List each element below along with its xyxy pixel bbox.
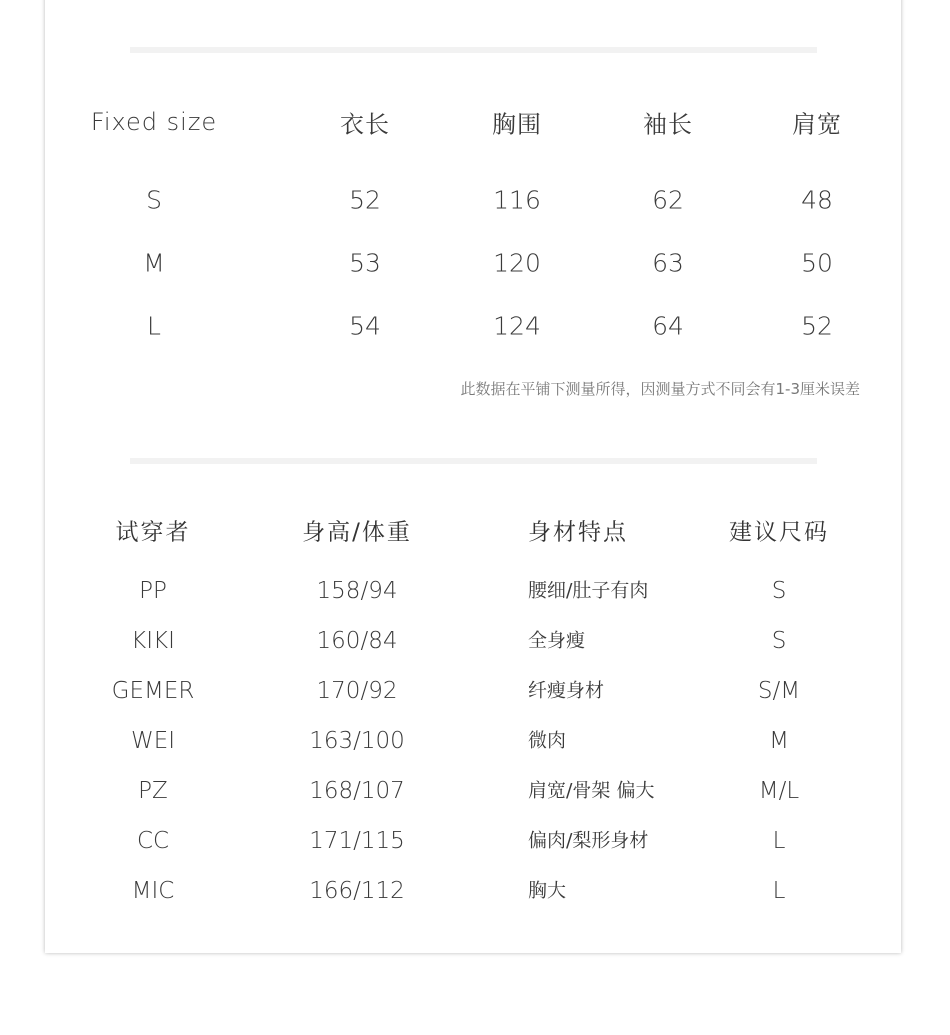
size-cell: 63 <box>652 248 684 278</box>
fit-height-weight: 163/100 <box>309 728 405 754</box>
size-cell: 120 <box>493 248 541 278</box>
fit-height-weight: 168/107 <box>309 778 405 804</box>
fit-tester: PZ <box>138 778 168 804</box>
fit-height-weight: 160/84 <box>316 628 398 654</box>
fit-size: S <box>771 628 787 654</box>
size-cell: 52 <box>349 185 381 215</box>
header-shoulder: 肩宽 <box>792 110 842 139</box>
header-body-type: 身材特点 <box>528 519 628 546</box>
fit-body-type: 腰细/肚子有肉 <box>528 579 649 602</box>
fit-tester: GEMER <box>111 678 195 704</box>
size-cell: 52 <box>801 311 833 341</box>
fit-size: M <box>769 728 789 754</box>
header-recommended-size: 建议尺码 <box>729 519 829 546</box>
size-cell: 116 <box>493 185 541 215</box>
header-chest: 胸围 <box>492 110 542 139</box>
fit-body-type: 全身瘦 <box>528 629 586 652</box>
header-height-weight: 身高/体重 <box>302 519 412 546</box>
size-cell: 48 <box>801 185 833 215</box>
fit-height-weight: 171/115 <box>309 828 405 854</box>
fit-height-weight: 170/92 <box>316 678 398 704</box>
fit-body-type: 肩宽/骨架 偏大 <box>528 779 655 802</box>
fit-body-type: 微肉 <box>528 729 567 752</box>
size-cell: 62 <box>652 185 684 215</box>
header-tester: 试穿者 <box>115 519 191 546</box>
size-cell: 53 <box>349 248 381 278</box>
fit-tester: MIC <box>131 878 175 904</box>
measurement-note: 此数据在平铺下测量所得，因测量方式不同会有1-3厘米误差 <box>460 380 860 398</box>
size-cell: 50 <box>801 248 833 278</box>
fit-height-weight: 158/94 <box>316 578 398 604</box>
divider-middle <box>130 458 817 464</box>
fit-body-type: 纤瘦身材 <box>528 679 605 702</box>
header-sleeve: 袖长 <box>643 110 693 139</box>
fit-size: S/M <box>757 678 801 704</box>
fit-tester: CC <box>136 828 170 854</box>
size-cell: 64 <box>652 311 684 341</box>
size-chart-card <box>45 0 901 953</box>
fit-height-weight: 166/112 <box>309 878 405 904</box>
fit-body-type: 胸大 <box>528 879 567 902</box>
fit-size: S <box>771 578 787 604</box>
header-fixed-size: Fixed size <box>90 108 218 136</box>
fit-size: L <box>772 878 786 904</box>
header-length: 衣长 <box>340 110 390 139</box>
fit-tester: WEI <box>130 728 176 754</box>
size-cell: S <box>146 185 162 215</box>
fit-size: L <box>772 828 786 854</box>
divider-top <box>130 47 817 53</box>
size-cell: 124 <box>493 311 541 341</box>
fit-body-type: 偏肉/梨形身材 <box>528 829 649 852</box>
fit-size: M/L <box>758 778 800 804</box>
fit-tester: PP <box>139 578 167 604</box>
size-cell: 54 <box>349 311 381 341</box>
size-cell: M <box>143 248 165 278</box>
fit-tester: KIKI <box>131 628 175 654</box>
size-cell: L <box>147 311 161 341</box>
